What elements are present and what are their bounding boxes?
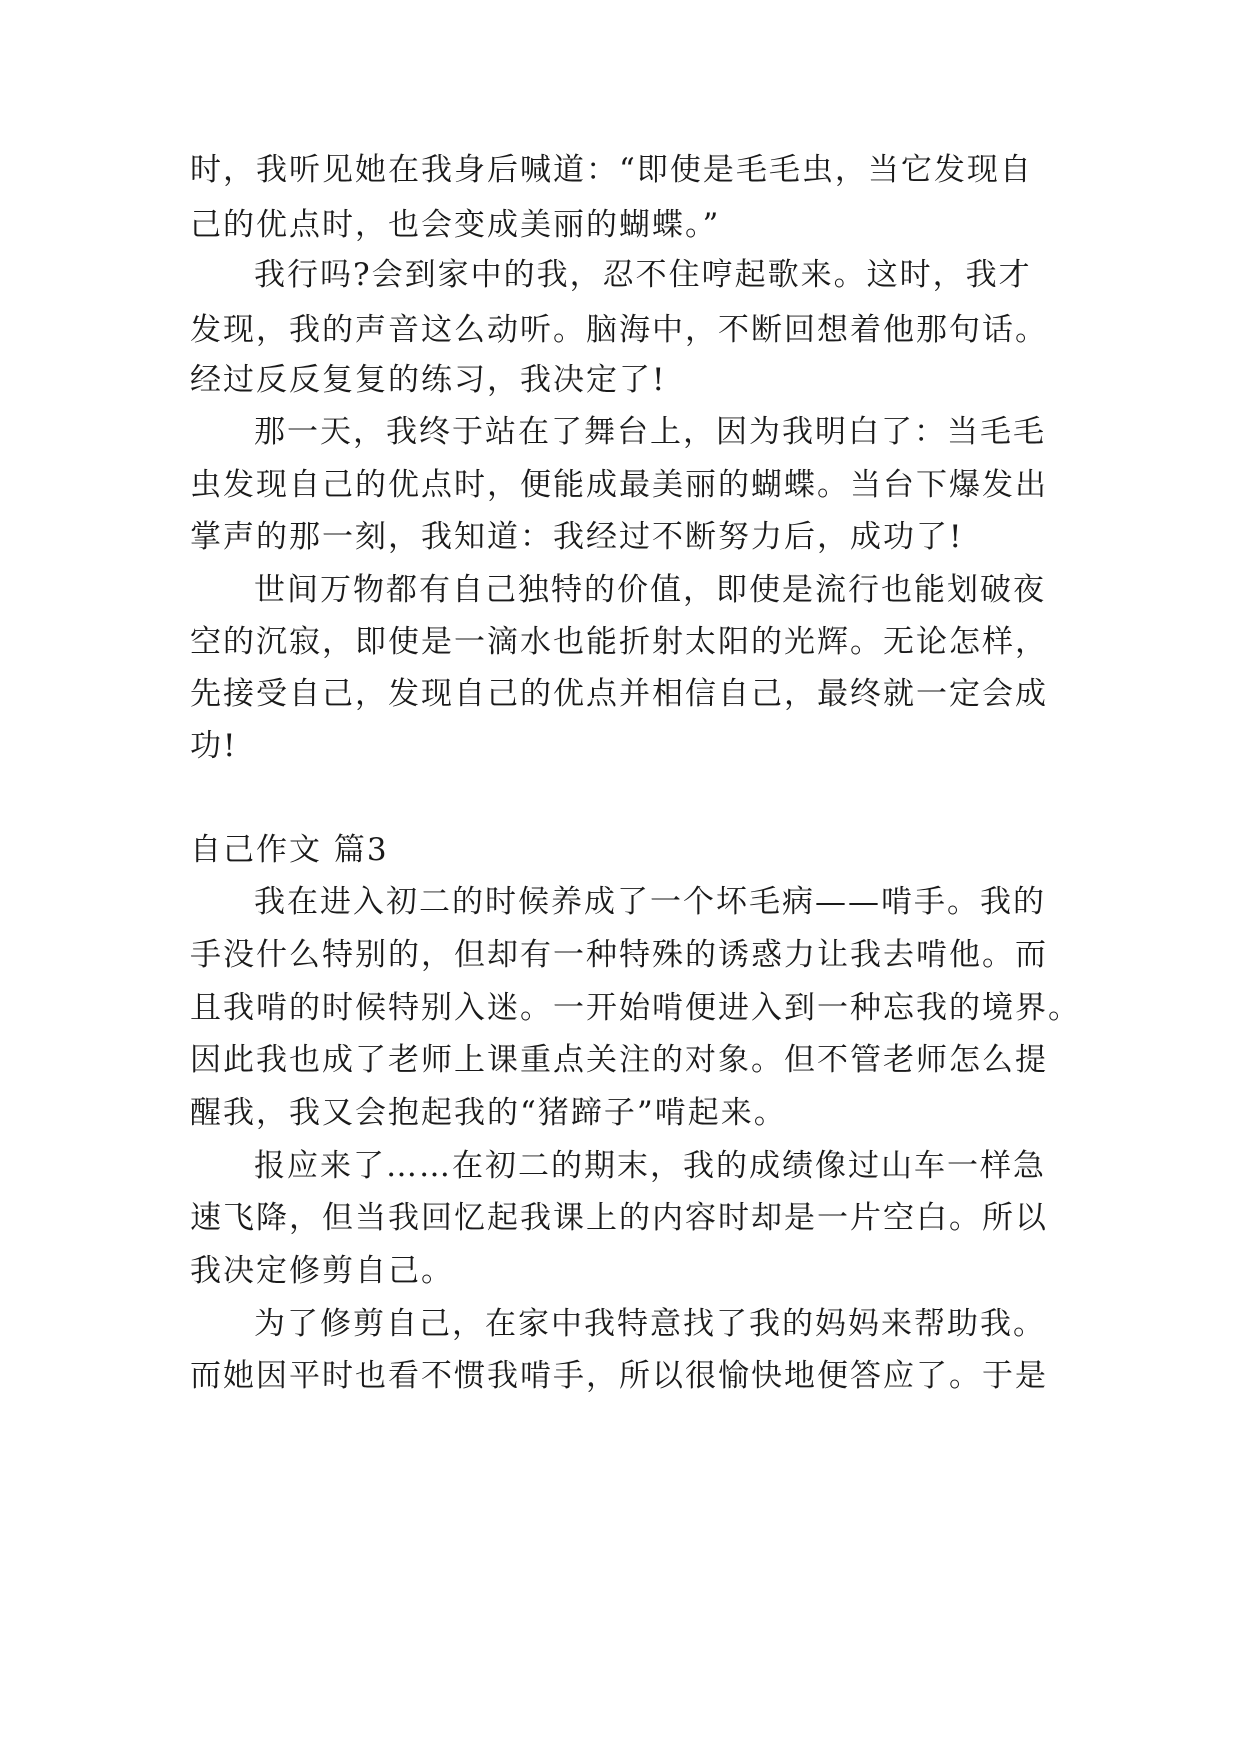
text-line: 发现，我的声音这么动听。脑海中，不断回想着他那句话。 bbox=[190, 312, 1048, 348]
text-line: 手没什么特别的，但却有一种特殊的诱惑力让我去啃他。而 bbox=[190, 937, 1048, 973]
text-line: 掌声的那一刻，我知道：我经过不断努力后，成功了! bbox=[190, 519, 964, 555]
text-line: 速飞降，但当我回忆起我课上的内容时却是一片空白。所以 bbox=[190, 1200, 1048, 1236]
paragraph-first-line: 报应来了……在初二的期末，我的成绩像过山车一样急 bbox=[254, 1148, 1046, 1184]
paragraph-first-line: 我在进入初二的时候养成了一个坏毛病——啃手。我的 bbox=[254, 884, 1046, 920]
text-line: 而她因平时也看不惯我啃手，所以很愉快地便答应了。于是 bbox=[190, 1358, 1048, 1394]
text-line: 虫发现自己的优点时，便能成最美丽的蝴蝶。当台下爆发出 bbox=[190, 467, 1048, 503]
paragraph-first-line: 我行吗?会到家中的我，忍不住哼起歌来。这时，我才 bbox=[254, 257, 1032, 293]
text-line: 空的沉寂，即使是一滴水也能折射太阳的光辉。无论怎样， bbox=[190, 624, 1048, 660]
paragraph-first-line: 为了修剪自己，在家中我特意找了我的妈妈来帮助我。 bbox=[254, 1306, 1046, 1342]
text-line: 我决定修剪自己。 bbox=[190, 1253, 454, 1289]
paragraph-first-line: 世间万物都有自己独特的价值，即使是流行也能划破夜 bbox=[254, 572, 1046, 608]
text-line: 经过反反复复的练习，我决定了! bbox=[190, 362, 667, 398]
text-line: 醒我，我又会抱起我的“猪蹄子”啃起来。 bbox=[190, 1095, 787, 1131]
text-line: 且我啃的时候特别入迷。一开始啃便进入到一种忘我的境界。 bbox=[190, 990, 1081, 1026]
section-heading: 自己作文 篇3 bbox=[190, 832, 389, 868]
text-line: 时，我听见她在我身后喊道：“即使是毛毛虫，当它发现自 bbox=[190, 152, 1033, 188]
text-line: 先接受自己，发现自己的优点并相信自己，最终就一定会成 bbox=[190, 676, 1048, 712]
text-line: 功! bbox=[190, 728, 238, 764]
text-line: 己的优点时，也会变成美丽的蝴蝶。” bbox=[190, 207, 721, 243]
paragraph-first-line: 那一天，我终于站在了舞台上，因为我明白了：当毛毛 bbox=[254, 414, 1046, 450]
text-line: 因此我也成了老师上课重点关注的对象。但不管老师怎么提 bbox=[190, 1042, 1048, 1078]
